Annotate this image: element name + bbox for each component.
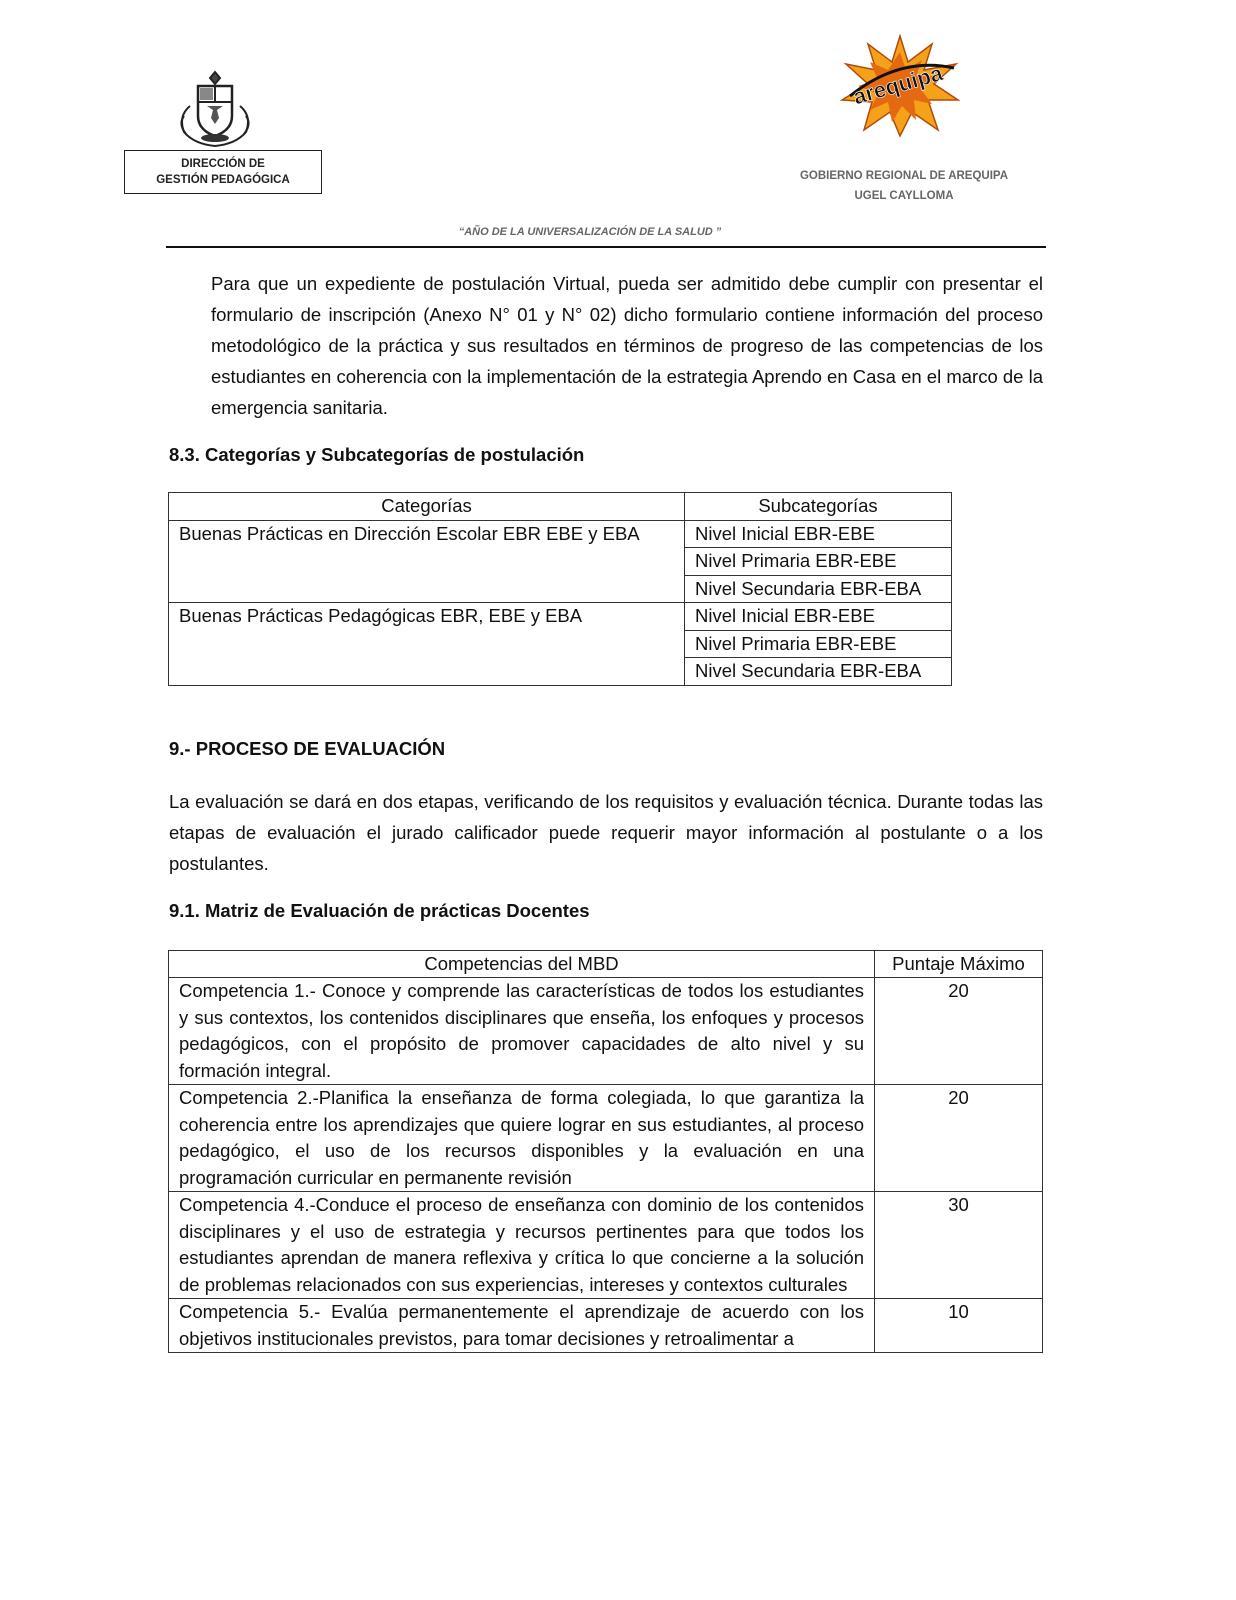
section-9-title: 9.- PROCESO DE EVALUACIÓN bbox=[169, 738, 446, 759]
table-header-row bbox=[169, 493, 952, 521]
section-8-3-title: 8.3. Categorías y Subcategorías de postulación bbox=[169, 444, 585, 465]
competency-cell: Competencia 4.-Conduce el proceso de enseñanza con dominio de los contenidos disciplinares y el uso de estrategia y recursos pertinentes para que todos los estudiantes aprendan de manera reflexiva y crítica lo que concierne a la solución de problemas relacionados con sus experiencias, intereses y contextos culturales bbox=[169, 1192, 875, 1299]
table-header-row bbox=[169, 951, 1043, 978]
score-cell: 10 bbox=[875, 1299, 1043, 1353]
competency-cell: Competencia 1.- Conoce y comprende las características de todos los estudiantes y sus contextos, los contenidos disciplinares que enseña, los enfoques y procesos pedagógicos, con el propósito de promover capacidades de alto nivel y su formación integral. bbox=[169, 978, 875, 1085]
arequipa-sun-logo bbox=[840, 34, 960, 138]
table-row bbox=[169, 603, 952, 631]
direction-line-1: DIRECCIÓN DE bbox=[181, 158, 265, 170]
subcategory-cell: Nivel Primaria EBR-EBE bbox=[685, 548, 952, 576]
score-cell: 30 bbox=[875, 1192, 1043, 1299]
coat-of-arms-logo bbox=[176, 66, 254, 148]
logo-wordmark: arequipa bbox=[850, 60, 946, 110]
subcategory-cell: Nivel Primaria EBR-EBE bbox=[685, 630, 952, 658]
section-9-paragraph: La evaluación se dará en dos etapas, verificando de los requisitos y evaluación técnica. Durante todas las etapas de evaluación el jurado calificador puede requerir mayor información al postulante o a los postulantes. bbox=[169, 791, 1043, 874]
intro-paragraph: Para que un expediente de postulación Virtual, pueda ser admitido debe cumplir con presentar el formulario de inscripción (Anexo N° 01 y N° 02) dicho formulario contiene información del proceso metodológico de la práctica y sus resultados en términos de progreso de las competencias de los estudiantes en coherencia con la implementación de la estrategia Aprendo en Casa en el marco de la emergencia sanitaria. bbox=[211, 273, 1043, 418]
direction-box bbox=[124, 150, 322, 194]
direction-line-2: GESTIÓN PEDAGÓGICA bbox=[156, 174, 290, 186]
table-row bbox=[169, 978, 1043, 1085]
category-cell: Buenas Prácticas en Dirección Escolar EBR EBE y EBA bbox=[169, 520, 685, 603]
competency-cell: Competencia 2.-Planifica la enseñanza de forma colegiada, lo que garantiza la coherencia entre los aprendizajes que quiere lograr en sus estudiantes, al proceso pedagógico, el uso de los recursos disponibles y la evaluación en una programación curricular en permanente revisión bbox=[169, 1085, 875, 1192]
subcategory-cell: Nivel Secundaria EBR-EBA bbox=[685, 575, 952, 603]
table-row bbox=[169, 520, 952, 548]
table-row bbox=[169, 1299, 1043, 1353]
section-9-1-title: 9.1. Matriz de Evaluación de prácticas Docentes bbox=[169, 900, 590, 921]
header-categorias: Categorías bbox=[169, 493, 685, 521]
subcategory-cell: Nivel Inicial EBR-EBE bbox=[685, 520, 952, 548]
competency-cell: Competencia 5.- Evalúa permanentemente el aprendizaje de acuerdo con los objetivos institucionales previstos, para tomar decisiones y retroalimentar a bbox=[169, 1299, 875, 1353]
categories-table bbox=[168, 492, 952, 686]
header-puntaje: Puntaje Máximo bbox=[875, 951, 1043, 978]
table-row bbox=[169, 1085, 1043, 1192]
evaluation-matrix-table bbox=[168, 950, 1043, 1353]
gov-line-1: GOBIERNO REGIONAL DE AREQUIPA bbox=[799, 170, 1009, 182]
subcategory-cell: Nivel Inicial EBR-EBE bbox=[685, 603, 952, 631]
header-competencias: Competencias del MBD bbox=[169, 951, 875, 978]
score-cell: 20 bbox=[875, 978, 1043, 1085]
government-block bbox=[770, 166, 1038, 206]
category-cell: Buenas Prácticas Pedagógicas EBR, EBE y EBA bbox=[169, 603, 685, 686]
score-cell: 20 bbox=[875, 1085, 1043, 1192]
header-divider bbox=[166, 246, 1046, 248]
table-row bbox=[169, 1192, 1043, 1299]
gov-line-2: UGEL CAYLLOMA bbox=[854, 190, 954, 202]
header-subcategorias: Subcategorías bbox=[685, 493, 952, 521]
subcategory-cell: Nivel Secundaria EBR-EBA bbox=[685, 658, 952, 686]
year-motto: “AÑO DE LA UNIVERSALIZACIÓN DE LA SALUD ” bbox=[458, 226, 722, 238]
